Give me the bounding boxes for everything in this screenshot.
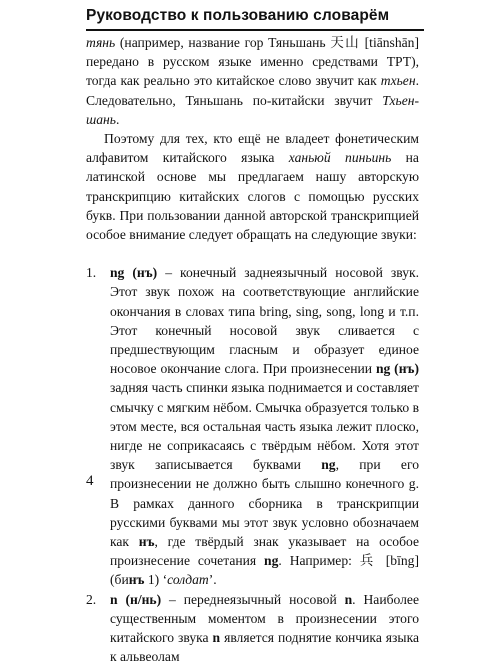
list-number: 2. [86, 591, 97, 607]
running-header [86, 6, 424, 31]
header-title: Руководство к пользованию словарём [86, 7, 390, 24]
term-tyan: тянь [86, 35, 116, 50]
paragraph-1: тянь (например, название гор Тяньшань 天山 [tiānshān] передано в русском языке именно средствами ТРТ), тогда как реально это китайское слово звучит как тхьен. Следовательно, Тяньшань по-китайски звучит Тхьен-шань. [86, 35, 419, 127]
list-item-2 [86, 590, 419, 667]
term-thyen: тхьен [380, 73, 416, 89]
list-item-text: ng (нъ) – конечный заднеязычный носовой звук. Этот звук похож на соответствующие английские окончания в словах типа bring, sing, song, long и т.п. Этот конечный носовой звук сливается с предшествующим гласным и образует единое носовое окончание слога. При произнесении ng (нъ) задняя часть спинки языка поднимается и составляет смычку с мягким нёбом. Смычка образуется только в этом месте, вся остальная часть языка лежит плоско, нигде не соприкасаясь с твёрдым нёбом. Хотя этот звук записывается буквами ng, при его произнесении не должно быть слышно конечного g. В рамках данного сборника в транскрипции русскими буквами мы этот звук условно обозначаем как нъ, где твёрдый знак указывает на особое произнесение сочетания ng. Например: 兵 [bīng] (бинъ 1) ‘солдат’. [110, 265, 420, 588]
term-thyen-shan: Тхьен-шань [86, 92, 419, 127]
list-item-1 [86, 263, 419, 589]
page-number: 4 [86, 473, 94, 489]
list-number: 1. [86, 265, 97, 281]
list-item-text: n (н/нь) – переднеязычный носовой n. Наиболее существенным моментом в произнесении этого китайского звука n является поднятие кончика языка к альвеолам [110, 591, 419, 665]
paragraph-2: Поэтому для тех, кто ещё не владеет фонетическим алфавитом китайского языка ханьюй пиньинь на латинской основе мы предлагаем нашу авторскую транскрипцию китайских слогов с помощью русских букв. При пользовании данной авторской транскрипцией особое внимание следует обращать на следующие звуки: [86, 131, 419, 243]
page-body [86, 33, 419, 667]
term-hanyu-pinyin: ханьюй пиньинь [288, 150, 392, 166]
